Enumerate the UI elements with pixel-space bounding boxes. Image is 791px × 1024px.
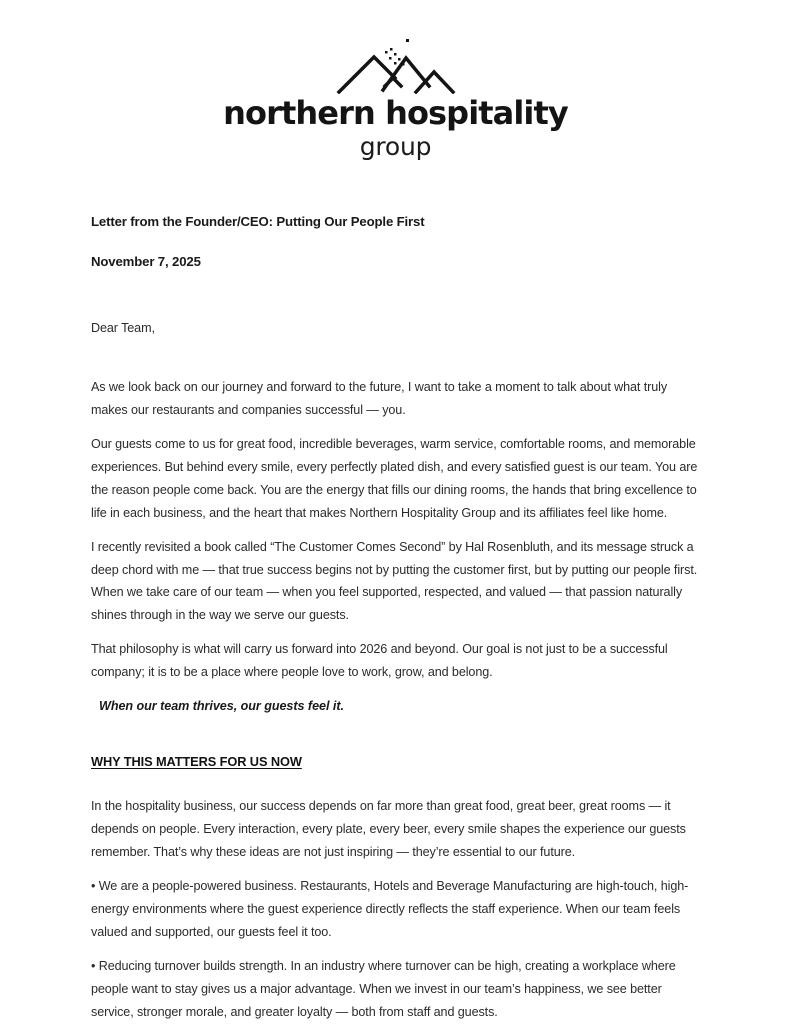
list-item: • Reducing turnover builds strength. In an industry where turnover can be high, creating a workplace where people want to stay gives us a major advantage. When we invest in our team’s happiness, we see better service, stronger morale, and greater loyalty — both from staff and guests.	[91, 958, 676, 1019]
list-item: • We are a people-powered business. Restaurants, Hotels and Beverage Manufacturing are high-touch, high-energy environments where the guest experience directly reflects the staff experience. When our team feels valued and supported, our guests feel it too.	[91, 879, 689, 939]
company-logo	[0, 0, 791, 162]
paragraph: As we look back on our journey and forward to the future, I want to take a moment to talk about what truly makes our restaurants and companies successful — you.	[91, 380, 668, 418]
paragraph: Our guests come to us for great food, incredible beverages, warm service, comfortable rooms, and memorable experiences. But behind every smile, every perfectly plated dish, and every satisfied guest is our team. You are the reason people come back. You are the energy that fills our dining rooms, the hands that bring excellence to life in each business, and the heart that makes Northern Hospitality Group and its affiliates feel like home.	[91, 436, 698, 520]
tagline-emphasis: When our team thrives, our guests feel it.	[99, 699, 344, 714]
logo-wordmark: northern hospitality	[223, 94, 568, 132]
logo-subword: group	[359, 131, 432, 161]
mountain-range-with-birds-icon	[331, 36, 461, 94]
salutation: Dear Team,	[91, 321, 155, 336]
paragraph: I recently revisited a book called “The Customer Comes Second” by Hal Rosenbluth, and its message struck a deep chord with me — that true success begins not by putting the customer first, but by putting our people first. When we take care of our team — when you feel supported, respected, and valued — that passion naturally shines through in the way we serve our guests.	[91, 539, 698, 623]
page-title: Letter from the Founder/CEO: Putting Our People First	[91, 214, 425, 229]
paragraph: That philosophy is what will carry us forward into 2026 and beyond. Our goal is not just to be a successful company; it is to be a place where people love to work, grow, and belong.	[91, 642, 668, 680]
paragraph: In the hospitality business, our success depends on far more than great food, great beer, great rooms — it depends on people. Every interaction, every plate, every beer, every smile shapes the experience our guests remember. That’s why these ideas are not just inspiring — they’re essential to our future.	[91, 799, 686, 860]
section-heading: WHY THIS MATTERS FOR US NOW	[91, 753, 302, 769]
letter-content	[91, 212, 703, 1024]
letter-date: November 7, 2025	[91, 254, 201, 270]
